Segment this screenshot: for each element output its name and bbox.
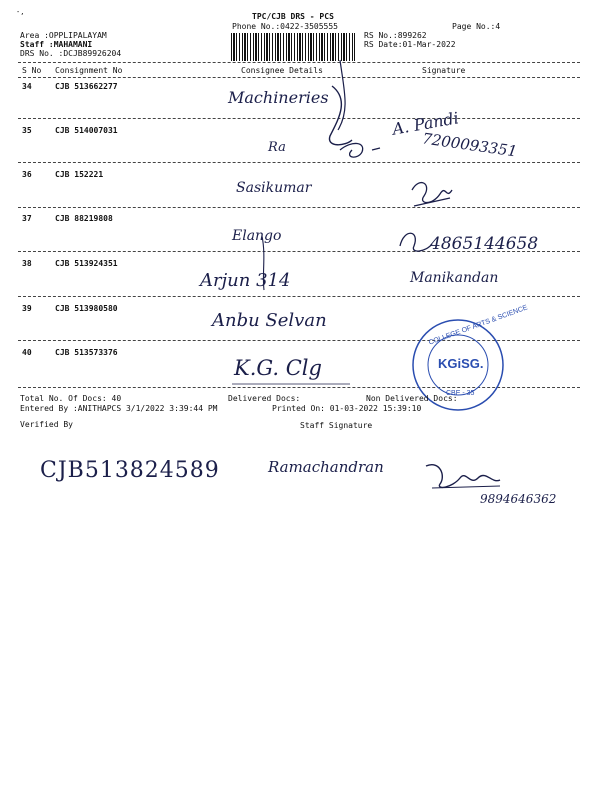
row-consignment: CJB 513980580 [55,304,118,313]
non-delivered-docs: Non Delivered Docs: [366,394,458,403]
handwritten-consignment-number: CJB513824589 [40,458,220,483]
row-consignment: CJB 513924351 [55,259,118,268]
handwritten-signature: A. Pandi [390,108,461,139]
handwritten-name: Ramachandran [268,458,384,476]
row-sno: 37 [22,214,32,223]
handwritten-signature: Manikandan [410,270,499,286]
handwritten-consignee: K.G. Clg [234,356,322,380]
corner-mark: -, [16,8,25,16]
row-consignment: CJB 513573376 [55,348,118,357]
row-sno: 40 [22,348,32,357]
handwritten-phone: 9894646362 [480,492,557,506]
stamp-bottom-text: CBE - 35 [446,390,475,397]
phone-number: Phone No.:0422-3505555 [232,22,338,31]
column-sno: S No [22,66,42,75]
total-docs: Total No. Of Docs: 40 [20,394,122,403]
column-signature: Signature [422,66,466,75]
stamp-ring-text: COLLEGE OF ARTS & SCIENCE [427,304,529,347]
handwritten-consignee: Arjun 314 [200,270,291,291]
verified-by: Verified By [20,420,73,429]
row-sno: 36 [22,170,32,179]
column-consignee: Consignee Details [241,66,323,75]
staff-signature: Staff Signature [300,421,373,430]
handwritten-consignee: Sasikumar [236,180,312,196]
staff-label: Staff :MAHAMANI [20,40,93,49]
area-label: Area :OPPLIPALAYAM [20,31,107,40]
entered-by: Entered By :ANITHAPCS 3/1/2022 3:39:44 PM [20,404,218,413]
page-number: Page No.:4 [452,22,501,31]
rs-number: RS No.:899262 [364,31,427,40]
handwritten-consignee: Anbu Selvan [212,310,327,331]
printed-on: Printed On: 01-03-2022 15:39:10 [272,404,422,413]
row-consignment: CJB 514007031 [55,126,118,135]
delivered-docs: Delivered Docs: [228,394,301,403]
row-sno: 38 [22,259,32,268]
row-sno: 34 [22,82,32,91]
drs-number: DRS No. :DCJB89926204 [20,49,122,58]
row-sno: 35 [22,126,32,135]
handwritten-consignee: Ra [268,140,286,155]
handwritten-consignee: Elango [232,228,282,244]
rs-date: RS Date:01-Mar-2022 [364,40,456,49]
stamp-center-text: KGiSG. [438,356,484,371]
handwritten-consignee: Machineries [228,88,329,107]
column-consignment: Consignment No [55,66,123,75]
document-title: TPC/CJB DRS - PCS [252,12,334,21]
row-consignment: CJB 513662277 [55,82,118,91]
row-consignment: CJB 88219808 [55,214,113,223]
row-consignment: CJB 152221 [55,170,104,179]
handwritten-phone: 4865144658 [430,234,539,254]
handwritten-phone: 7200093351 [421,129,519,161]
row-sno: 39 [22,304,32,313]
